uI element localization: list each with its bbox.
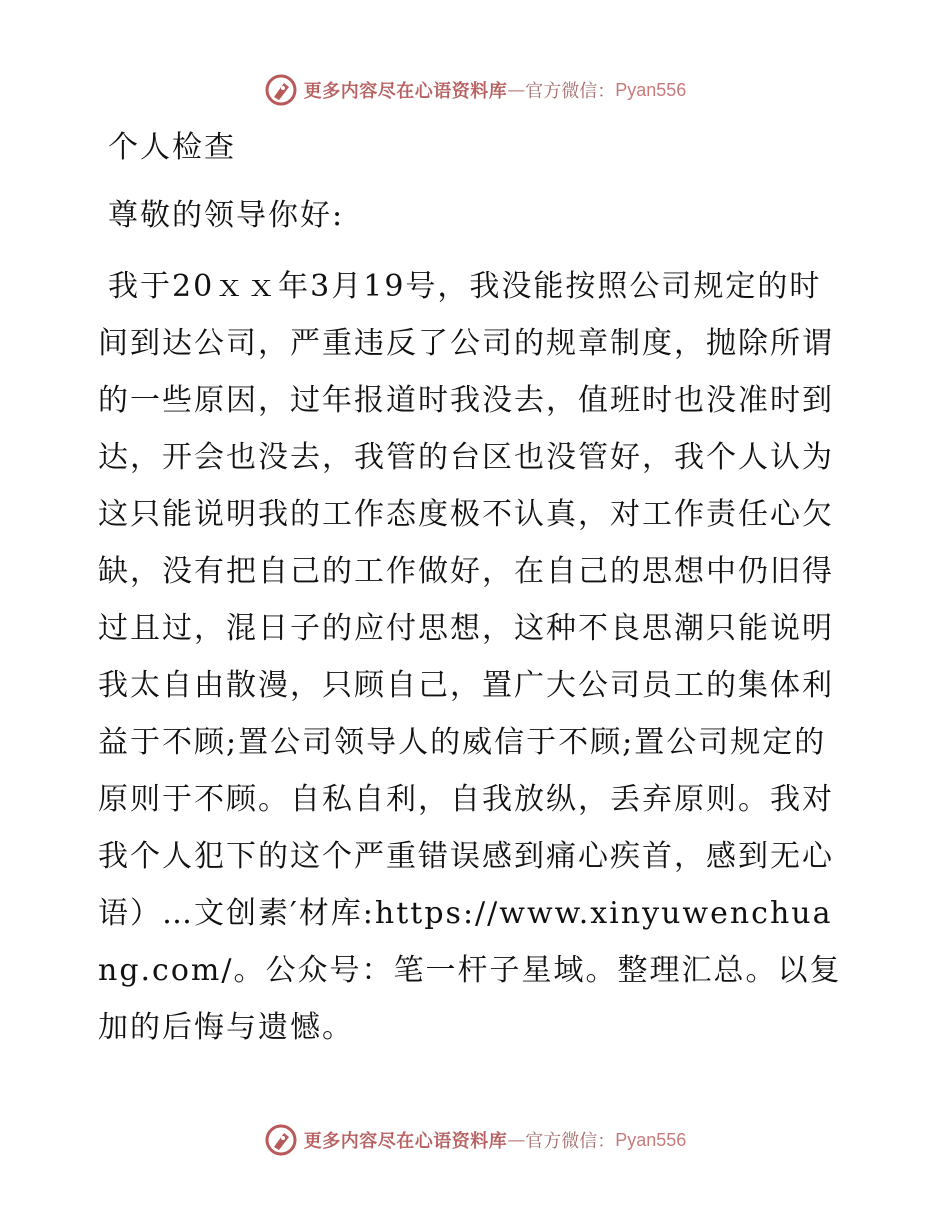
pen-nib-logo-icon: [264, 1123, 298, 1157]
document-body: [98, 120, 858, 1056]
watermark-wechat-id: Pyan556: [615, 79, 687, 100]
watermark-separator: —: [507, 79, 526, 101]
pen-nib-logo-icon: [264, 73, 298, 107]
watermark-wechat-label: 官方微信：: [525, 1131, 616, 1152]
header-watermark: [0, 70, 950, 110]
footer-watermark: [0, 1120, 950, 1160]
document-title: 个人检查: [108, 130, 236, 165]
document-paragraph: 我于20ｘｘ年3月19号，我没能按照公司规定的时间到达公司，严重违反了公司的规章制度，抛除所谓的一些原因，过年报道时我没去，值班时也没准时到达，开会也没去，我管的台区也没管好，我个人认为这只能说明我的工作态度极不认真，对工作责任心欠缺，没有把自己的工作做好，在自己的思想中仍旧得过且过，混日子的应付思想，这种不良思潮只能说明我太自由散漫，只顾自己，置广大公司员工的集体利益于不顾;置公司领导人的威信于不顾;置公司规定的原则于不顾。自私自利，自我放纵，丢弃原则。我对我个人犯下的这个严重错误感到痛心疾首，感到无心语）…文创素′材库:https://www.xinyuwenchuang.com/。公众号：笔一杆子星域。整理汇总。以复加的后悔与遗憾。: [98, 269, 842, 1045]
watermark-separator: —: [507, 1129, 526, 1151]
watermark-wechat-id: Pyan556: [615, 1129, 687, 1150]
watermark-main-text: 更多内容尽在心语资料库: [303, 1131, 508, 1152]
watermark-main-text: 更多内容尽在心语资料库: [303, 81, 508, 102]
document-salutation: 尊敬的领导你好:: [108, 198, 345, 233]
watermark-wechat-label: 官方微信：: [525, 81, 616, 102]
